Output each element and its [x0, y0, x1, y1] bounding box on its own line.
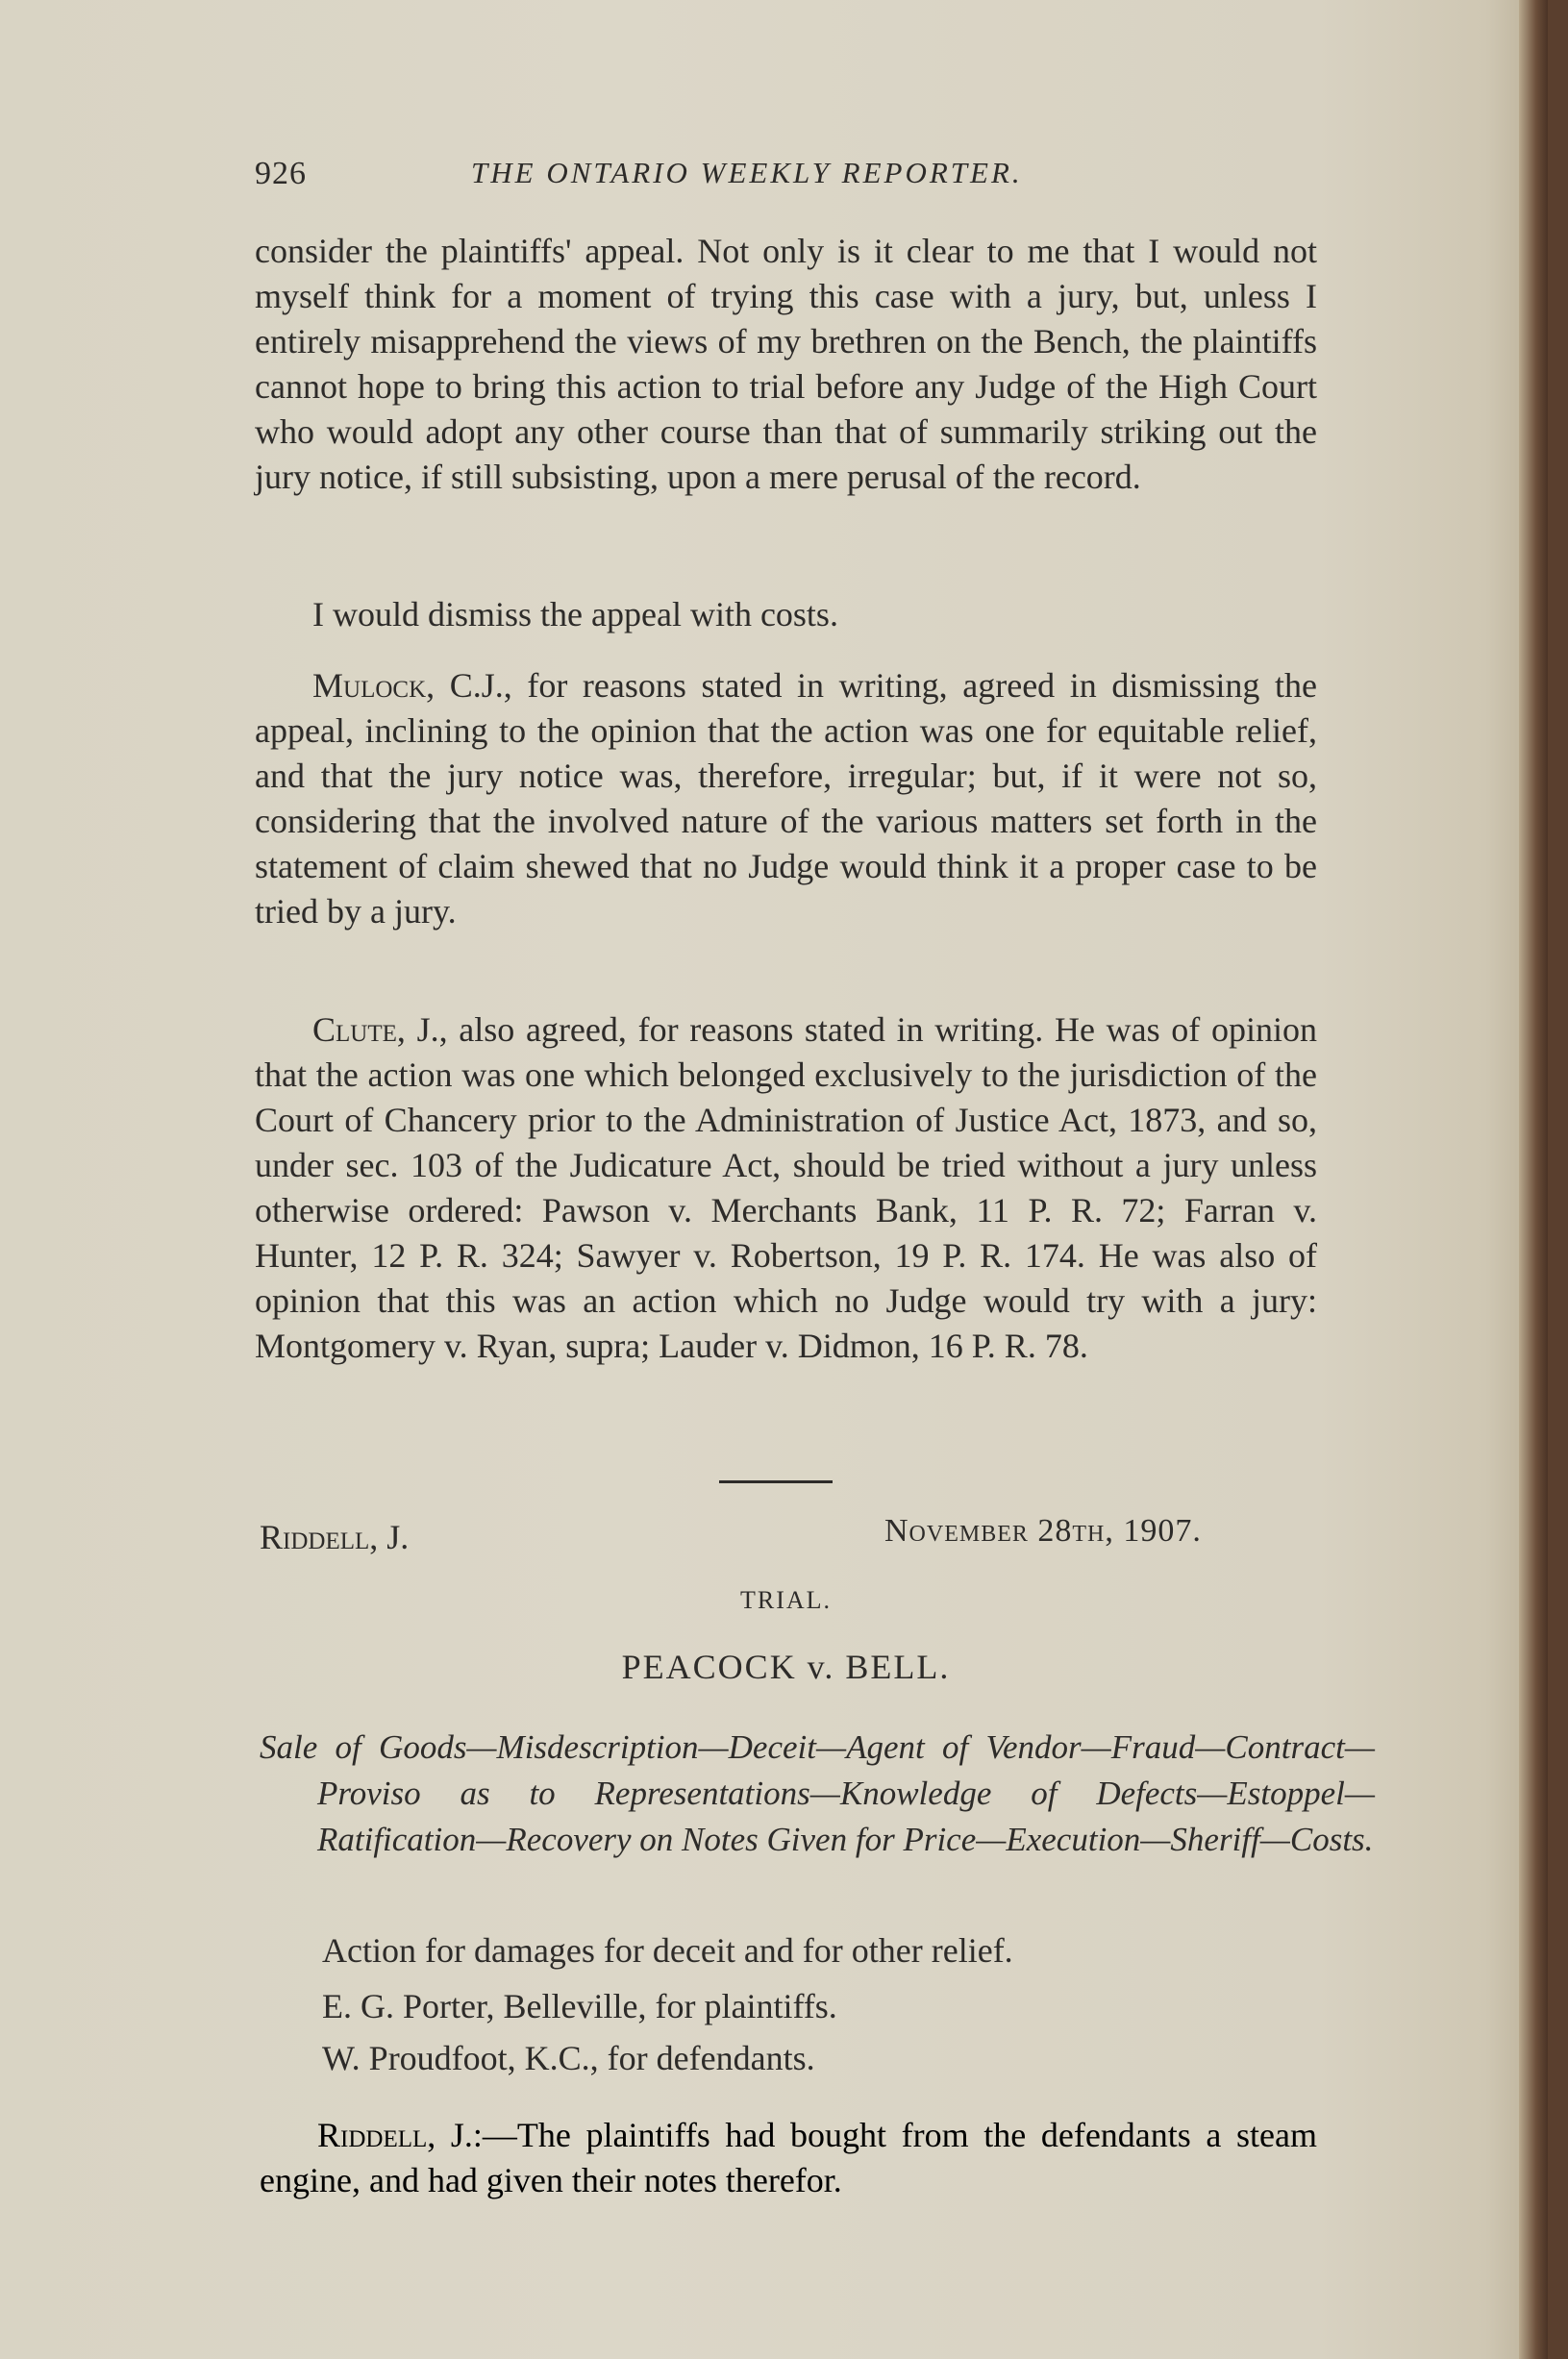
paragraph-1: consider the plaintiffs' appeal. Not only is it clear to me that I would not myself think for a moment of trying this case with a jury, but, unless I entirely misapprehend the views of my brethren on the Bench, the plaintiffs cannot hope to bring this action to trial before any Judge of the High Court who would adopt any other course than that of summarily striking out the jury notice, if still subsisting, upon a mere perusal of the record.	[255, 232, 1317, 496]
paragraph-continuation	[255, 229, 1317, 500]
paragraph-3: , C.J., for reasons stated in writing, agreed in dismissing the appeal, inclining to the opinion that the action was one for equitable relief, and that the jury notice was, therefore, irregular; but, if it were not so, considering that the involved nature of the various matters set forth in the statement of claim shewed that no Judge would think it a proper case to be tried by a jury.	[255, 666, 1317, 931]
decision-date: November 28th, 1907.	[884, 1513, 1202, 1549]
counsel-defendants: W. Proudfoot, K.C., for defendants.	[322, 2039, 815, 2077]
judge-name-mulock: Mulock	[312, 666, 427, 705]
case-title: PEACOCK v. BELL.	[621, 1648, 951, 1686]
page-edge-shadow	[1519, 0, 1548, 2359]
paragraph-clute	[255, 1007, 1317, 1369]
counsel-plaintiffs: E. G. Porter, Belleville, for plaintiffs.	[322, 1987, 837, 2025]
page-header	[255, 156, 1317, 204]
action-description: Action for damages for deceit and for other relief.	[322, 1931, 1013, 1970]
section-divider	[719, 1480, 833, 1483]
page-number: 926	[255, 156, 307, 191]
judgment-opening-text: , J.:—The plaintiffs had bought from the defendants a steam engine, and had given their notes therefor.	[260, 2116, 1317, 2199]
headnote: Sale of Goods—Misdescription—Deceit—Agent of Vendor—Fraud—Contract—Proviso as to Representations—Knowledge of Defects—Estoppel—Ratification—Recovery on Notes Given for Price—Execution—Sheriff—Costs.	[260, 1728, 1375, 1858]
paragraph-4: , J., also agreed, for reasons stated in writing. He was of opinion that the action was one which belonged exclusively to the jurisdiction of the Court of Chancery prior to the Administration of Justice Act, 1873, and so, under sec. 103 of the Judicature Act, should be tried without a jury unless otherwise ordered: Pawson v. Merchants Bank, 11 P. R. 72; Farran v. Hunter, 12 P. R. 324; Sawyer v. Robertson, 19 P. R. 174. He was also of opinion that this was an action which no Judge would try with a jury: Montgomery v. Ryan, supra; Lauder v. Didmon, 16 P. R. 78.	[255, 1010, 1317, 1365]
judge-heading: Riddell, J.	[260, 1518, 410, 1556]
judgment-opening	[260, 2113, 1317, 2203]
trial-label: TRIAL.	[739, 1586, 833, 1614]
paragraph-2: I would dismiss the appeal with costs.	[312, 595, 838, 633]
paragraph-mulock	[255, 663, 1317, 934]
running-head: THE ONTARIO WEEKLY REPORTER.	[471, 156, 1023, 189]
judge-name-riddell: Riddell	[317, 2116, 428, 2154]
judge-name-clute: Clute	[312, 1010, 397, 1049]
paragraph-dismiss	[255, 592, 1317, 637]
